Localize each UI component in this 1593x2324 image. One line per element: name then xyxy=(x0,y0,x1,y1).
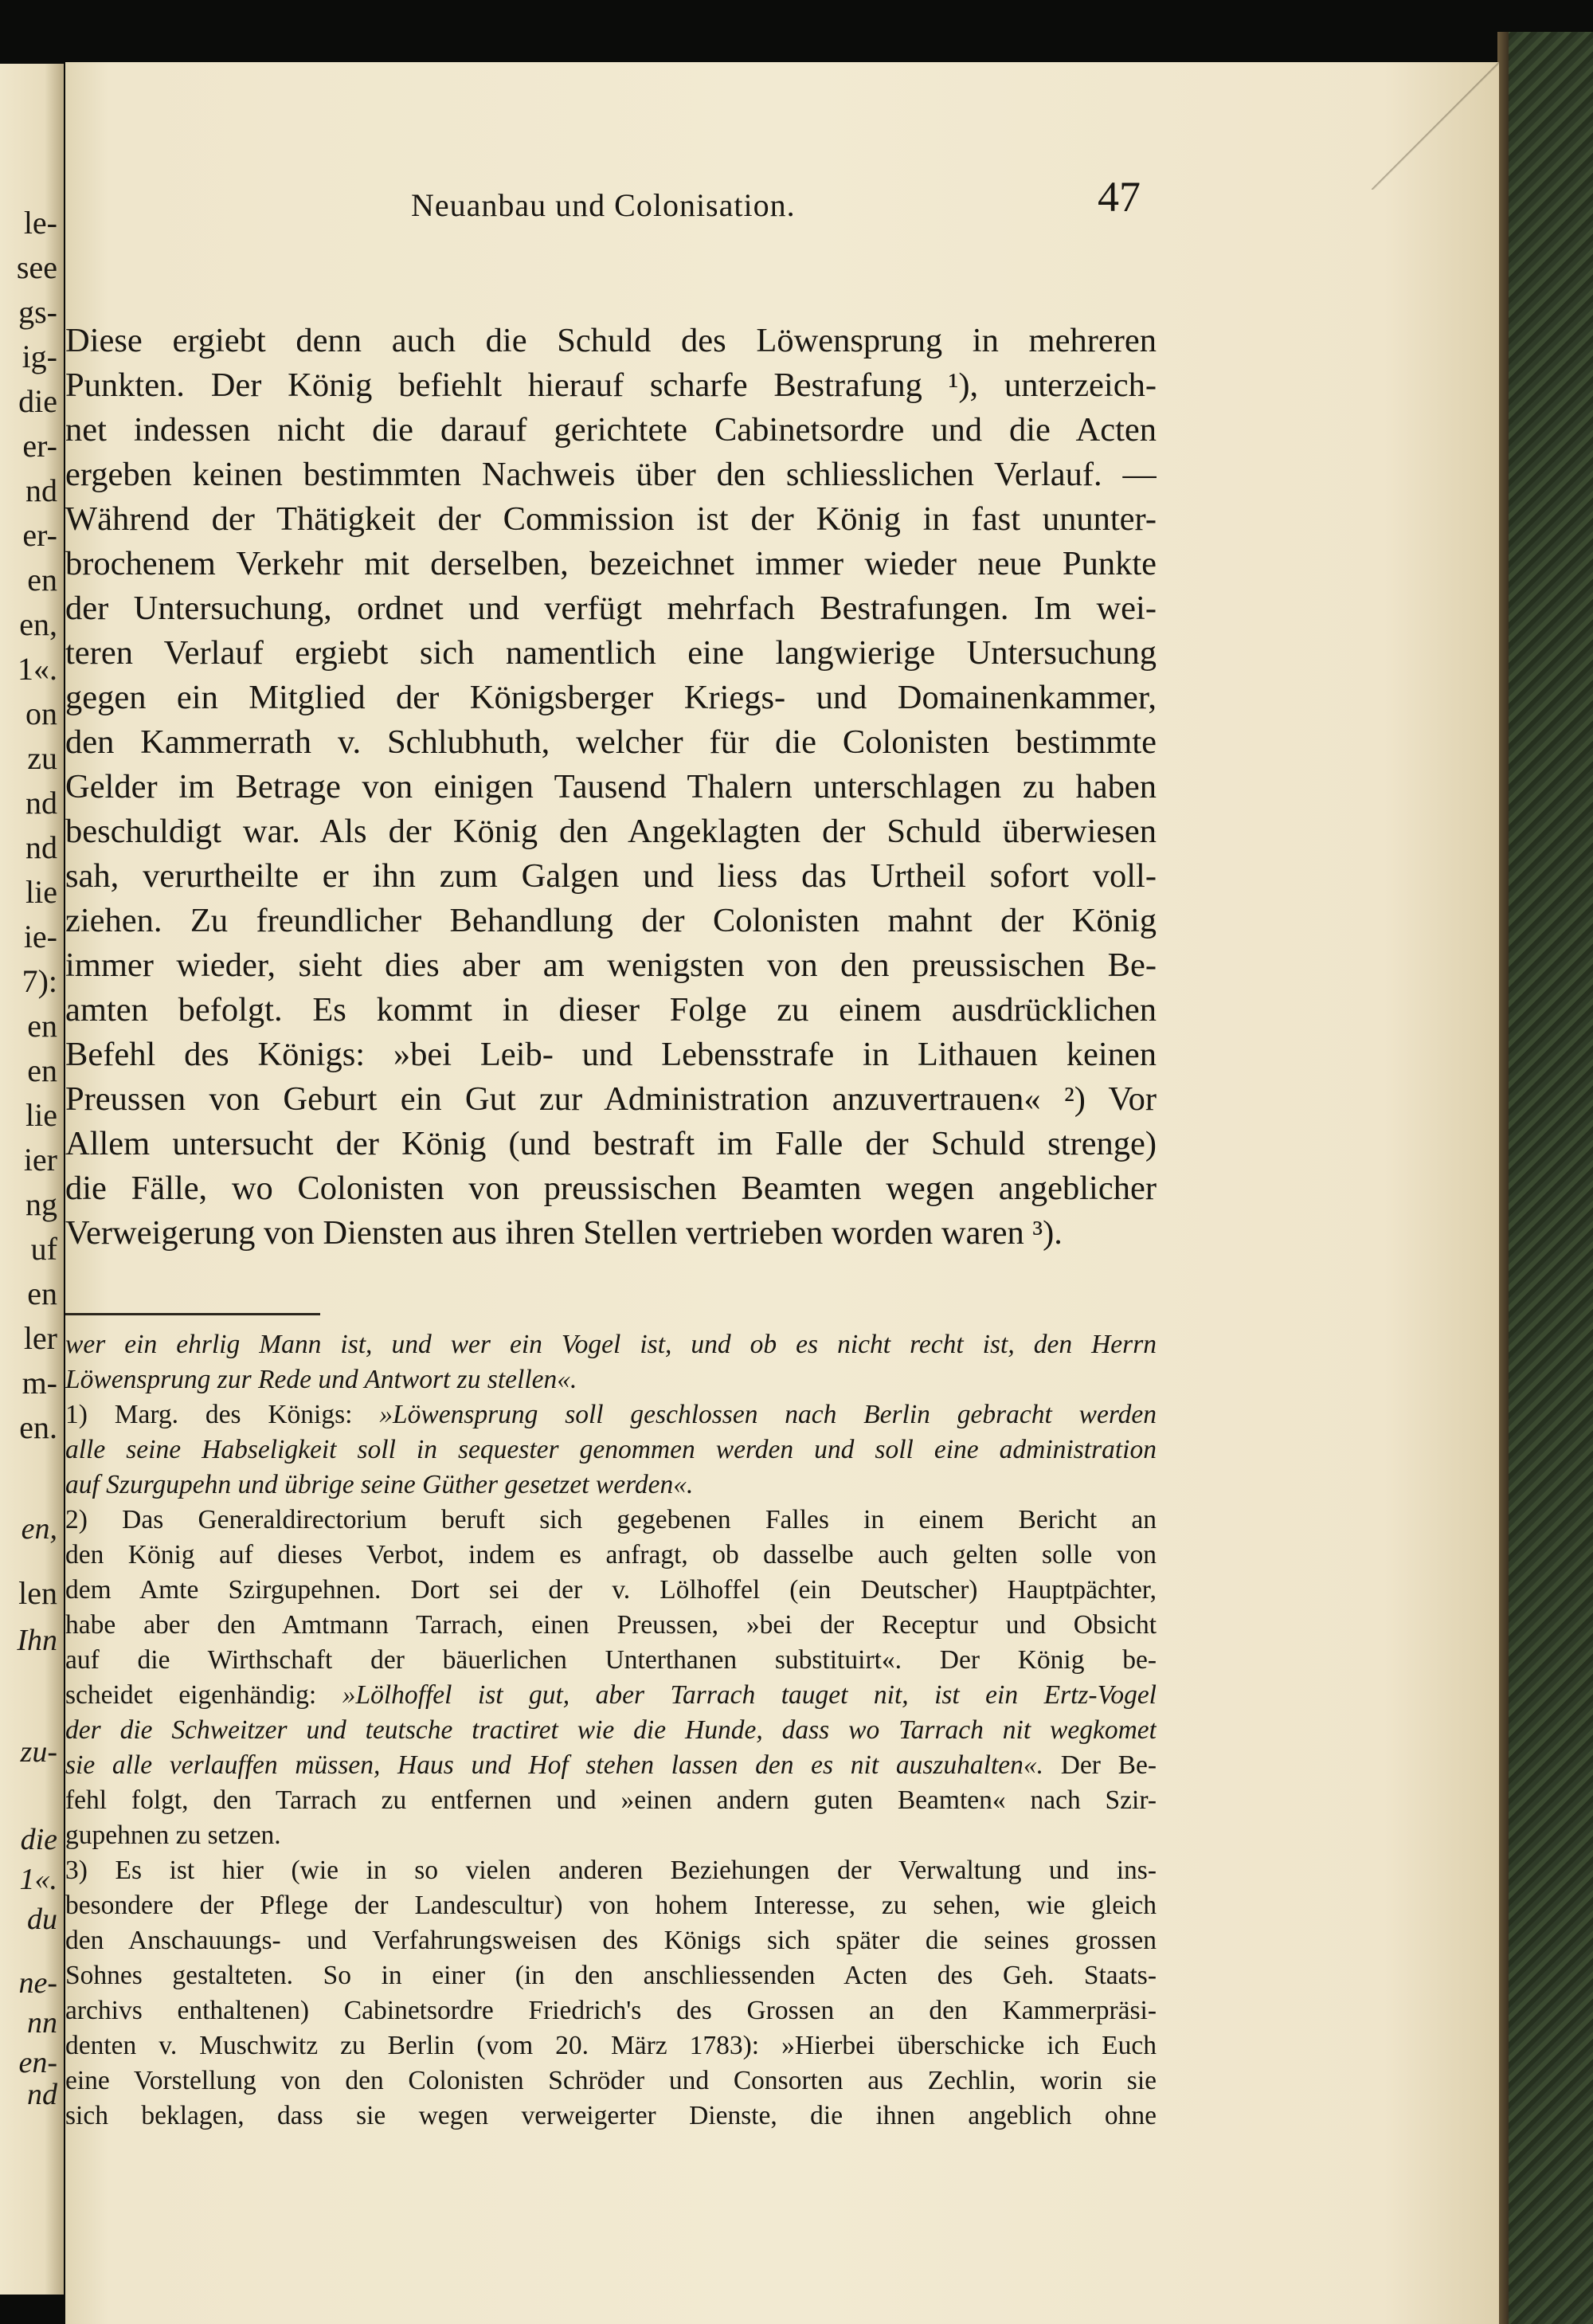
body-line: Allem untersucht der König (und bestraft im Falle der Schuld strenge) xyxy=(65,1125,1157,1162)
body-line: Preussen von Geburt ein Gut zur Administration anzuvertrauen« ²) Vor xyxy=(65,1080,1157,1118)
facing-page-fragment: en. xyxy=(19,1409,57,1445)
main-text xyxy=(65,319,1157,1256)
footnote-prefix: 1) Marg. des Königs: xyxy=(65,1400,380,1429)
facing-page-fragment: gs- xyxy=(18,294,57,330)
book-page xyxy=(65,62,1499,2324)
facing-page-fragment: zu- xyxy=(20,1735,57,1769)
body-line: immer wieder, sieht dies aber am wenigsten von den preussischen Be- xyxy=(65,946,1157,984)
footnote-line: wer ein ehrlig Mann ist, und wer ein Vogel ist, und ob es nicht recht ist, den Herrn xyxy=(65,1330,1157,1359)
footnote-quote: sie alle verlauffen müssen, Haus und Hof stehen lassen den es nit auszuhalten«. xyxy=(65,1750,1044,1780)
footnote-line: auf Szurgupehn und übrige seine Güther gesetzet werden«. xyxy=(65,1470,694,1499)
facing-page-fragment: uf xyxy=(30,1231,57,1267)
body-line: sah, verurtheilte er ihn zum Galgen und liess das Urtheil sofort voll- xyxy=(65,857,1157,895)
facing-page-fragment: en xyxy=(27,1276,57,1311)
facing-page-fragment: lie xyxy=(25,874,57,910)
footnote-line: Sohnes gestalteten. So in einer (in den anschliessenden Acten des Geh. Staats- xyxy=(65,1961,1157,1990)
facing-page-fragment: ler xyxy=(23,1320,57,1356)
footnote-line: gupehnen zu setzen. xyxy=(65,1820,281,1850)
footnote-line: Löwensprung zur Rede und Antwort zu stellen«. xyxy=(65,1365,577,1394)
footnote-line: archivs enthaltenen) Cabinetsordre Friedrich's des Grossen an den Kammerpräsi- xyxy=(65,1996,1157,2025)
facing-page-fragment: er- xyxy=(22,428,57,464)
footnote-prefix: scheidet eigenhändig: xyxy=(65,1680,342,1710)
facing-page-fragment: nd xyxy=(25,472,57,508)
footnote-line: fehl folgt, den Tarrach zu entfernen und »einen andern guten Beamten« nach Szir- xyxy=(65,1785,1157,1815)
facing-page-fragment: nd xyxy=(25,829,57,865)
facing-page-fragment: le- xyxy=(23,205,57,241)
footnote-line: habe aber den Amtmann Tarrach, einen Preussen, »bei der Receptur und Obsicht xyxy=(65,1610,1157,1640)
footnote-line: den Anschauungs- und Verfahrungsweisen des Königs sich später die seines grossen xyxy=(65,1926,1157,1955)
body-line: ziehen. Zu freundlicher Behandlung der Colonisten mahnt der König xyxy=(65,902,1157,939)
facing-page-fragment: du xyxy=(27,1903,57,1936)
facing-page-fragment: ne- xyxy=(18,1966,57,2000)
body-line: net indessen nicht die darauf gerichtete Cabinetsordre und die Acten xyxy=(65,411,1157,449)
facing-page-fragment: nd xyxy=(27,2078,57,2111)
footnotes xyxy=(65,1327,1157,2134)
footnote-line: besondere der Pflege der Landescultur) von hohem Interesse, zu sehen, wie gleich xyxy=(65,1891,1157,1920)
footnote-line: 2) Das Generaldirectorium beruft sich gegebenen Falles in einem Bericht an xyxy=(65,1505,1157,1534)
footnote-line xyxy=(65,1397,1157,1432)
book-cover-edge xyxy=(1497,32,1593,2324)
footnote-line: denten v. Muschwitz zu Berlin (vom 20. März 1783): »Hierbei überschicke ich Euch xyxy=(65,2031,1157,2060)
footnote-line xyxy=(65,1748,1157,1783)
facing-page-fragment: en- xyxy=(18,2046,57,2079)
footnote-line: dem Amte Szirgupehnen. Dort sei der v. Lölhoffel (ein Deutscher) Hauptpächter, xyxy=(65,1575,1157,1605)
facing-page-fragment: m- xyxy=(22,1365,57,1401)
footnote-quote: »Löwensprung soll geschlossen nach Berlin gebracht werden xyxy=(379,1400,1157,1429)
running-head: Neuanbau und Colonisation. xyxy=(411,187,796,223)
facing-page-fragment: 7): xyxy=(22,963,57,999)
body-line: Diese ergiebt denn auch die Schuld des Löwensprung in mehreren xyxy=(65,322,1157,359)
footnote-separator xyxy=(65,1313,320,1315)
facing-page-fragment: lie xyxy=(25,1097,57,1133)
body-line: brochenem Verkehr mit derselben, bezeichnet immer wieder neue Punkte xyxy=(65,545,1157,582)
facing-page-fragment: en xyxy=(27,1052,57,1088)
footnote-line: der die Schweitzer und teutsche tractiret wie die Hunde, dass wo Tarrach nit wegkomet xyxy=(65,1715,1157,1745)
body-line: der Untersuchung, ordnet und verfügt mehrfach Bestrafungen. Im wei- xyxy=(65,590,1157,627)
body-line: Punkten. Der König befiehlt hierauf scharfe Bestrafung ¹), unterzeich- xyxy=(65,366,1157,404)
footnote-line: 3) Es ist hier (wie in so vielen anderen Beziehungen der Verwaltung und ins- xyxy=(65,1856,1157,1885)
body-line: Während der Thätigkeit der Commission ist der König in fast ununter- xyxy=(65,500,1157,538)
footnote-line: alle seine Habseligkeit soll in sequester genommen werden und soll eine administration xyxy=(65,1435,1157,1464)
facing-page-fragment: nd xyxy=(25,785,57,821)
facing-page-fragment: en xyxy=(27,1008,57,1044)
body-line: Gelder im Betrage von einigen Tausend Thalern unterschlagen zu haben xyxy=(65,768,1157,805)
footnote-quote: »Lölhoffel ist gut, aber Tarrach tauget nit, ist ein Ertz-Vogel xyxy=(342,1680,1157,1710)
body-line: Verweigerung von Diensten aus ihren Stellen vertrieben worden waren ³). xyxy=(65,1214,1063,1252)
facing-page-edge xyxy=(0,64,64,2295)
facing-page-fragment: die xyxy=(18,383,57,419)
footnote-suffix: Der Be- xyxy=(1043,1750,1157,1780)
footnote-line: sich beklagen, dass sie wegen verweigerter Dienste, die ihnen angeblich ohne xyxy=(65,2101,1157,2130)
facing-page-fragment: ig- xyxy=(22,339,57,374)
facing-page-fragment: en xyxy=(27,562,57,598)
page-corner-fold xyxy=(1372,62,1499,190)
facing-page-fragment: nn xyxy=(27,2006,57,2040)
body-line: die Fälle, wo Colonisten von preussischen Beamten wegen angeblicher xyxy=(65,1170,1157,1207)
footnote-line: eine Vorstellung von den Colonisten Schröder und Consorten aus Zechlin, worin sie xyxy=(65,2066,1157,2095)
page-number: 47 xyxy=(1098,173,1141,221)
body-line: teren Verlauf ergiebt sich namentlich eine langwierige Untersuchung xyxy=(65,634,1157,672)
facing-page-fragment: ier xyxy=(23,1142,57,1178)
facing-page-fragment: ng xyxy=(25,1186,57,1222)
facing-page-fragment: Ihn xyxy=(17,1624,57,1657)
footnote-line xyxy=(65,1678,1157,1713)
facing-page-fragment: on xyxy=(25,696,57,731)
facing-page-fragment: ie- xyxy=(23,919,57,954)
facing-page-fragment: en, xyxy=(21,1512,57,1546)
body-line: gegen ein Mitglied der Königsberger Kriegs- und Domainenkammer, xyxy=(65,679,1157,716)
body-line: Befehl des Königs: »bei Leib- und Lebensstrafe in Lithauen keinen xyxy=(65,1036,1157,1073)
facing-page-fragment: 1«. xyxy=(19,1863,57,1896)
facing-page-fragment: 1«. xyxy=(18,651,57,687)
facing-page-fragment: en, xyxy=(19,606,57,642)
footnote-line: den König auf dieses Verbot, indem es anfragt, ob dasselbe auch gelten solle von xyxy=(65,1540,1157,1570)
footnote-line: auf die Wirthschaft der bäuerlichen Unterthanen substituirt«. Der König be- xyxy=(65,1645,1157,1675)
body-line: beschuldigt war. Als der König den Angeklagten der Schuld überwiesen xyxy=(65,813,1157,850)
body-line: den Kammerrath v. Schlubhuth, welcher für die Colonisten bestimmte xyxy=(65,723,1157,761)
body-line: amten befolgt. Es kommt in dieser Folge zu einem ausdrücklichen xyxy=(65,991,1157,1029)
facing-page-fragment: zu xyxy=(27,740,57,776)
facing-page-fragment: die xyxy=(20,1823,57,1856)
facing-page-fragment: see xyxy=(16,249,57,285)
facing-page-fragment: len xyxy=(18,1575,57,1611)
facing-page-fragment: er- xyxy=(22,517,57,553)
body-line: ergeben keinen bestimmten Nachweis über den schliesslichen Verlauf. — xyxy=(65,456,1157,493)
